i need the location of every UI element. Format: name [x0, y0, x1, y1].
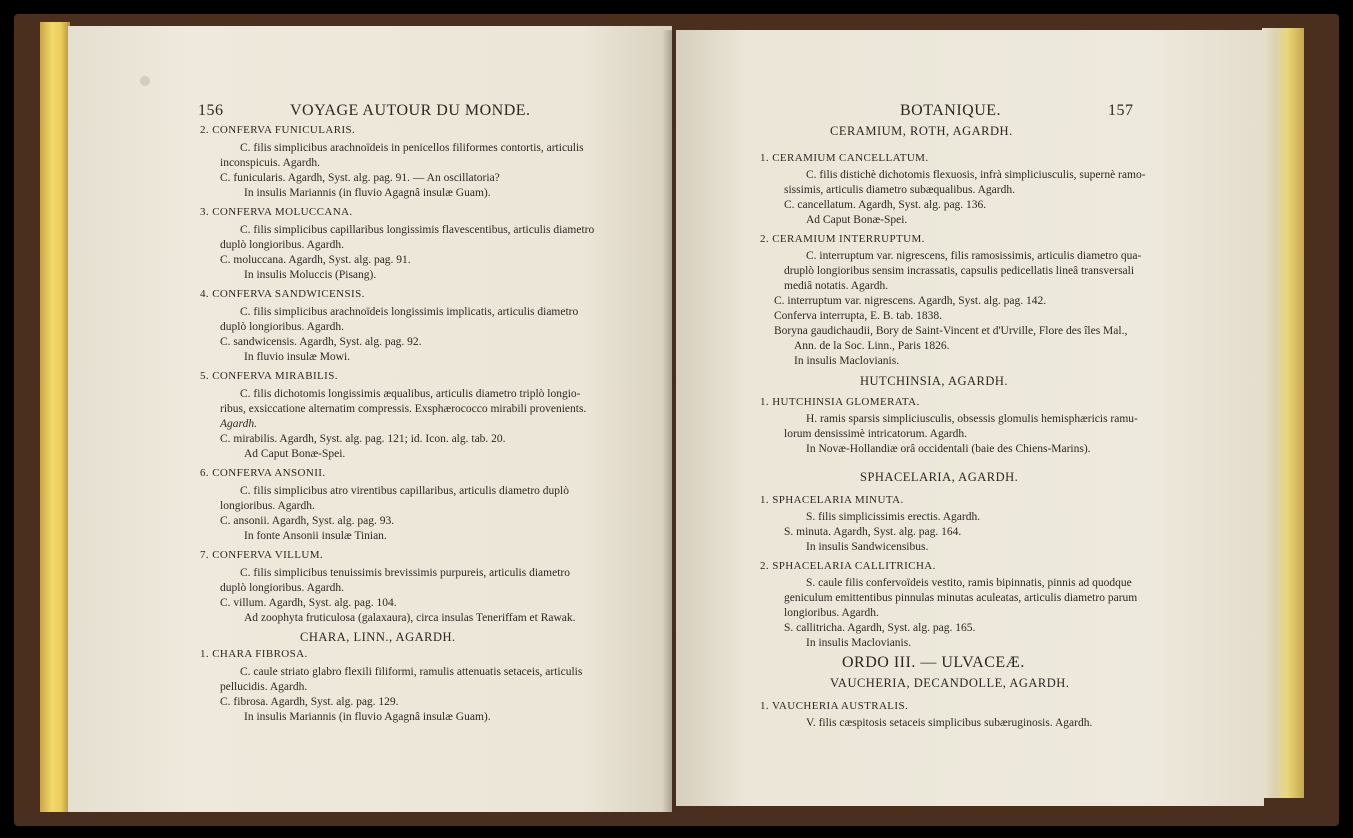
text-line: Boryna gaudichaudii, Bory de Saint-Vincent et d'Urville, Flore des îles Mal.,: [774, 325, 1128, 337]
text-line: In insulis Mariannis (in fluvio Agagnâ insulæ Guam).: [244, 187, 491, 199]
genus-heading: VAUCHERIA, DECANDOLLE, AGARDH.: [830, 676, 1070, 690]
text-line: C. cancellatum. Agardh, Syst. alg. pag. 136.: [784, 199, 987, 211]
text-line: duplò longioribus. Agardh.: [220, 582, 344, 594]
species-heading: 3. CONFERVA MOLUCCANA.: [200, 206, 353, 218]
text-line: druplò longioribus sensim incrassatis, capsulis pedicellatis lineâ transversali: [784, 265, 1135, 277]
order-heading: ORDO III. — ULVACEÆ.: [842, 654, 1025, 671]
text-line: C. filis simplicibus atro virentibus capillaribus, articulis diametro duplò: [240, 485, 569, 497]
species-heading: 2. SPHACELARIA CALLITRICHA.: [760, 560, 936, 572]
text-line: Ad Caput Bonæ-Spei.: [244, 448, 346, 460]
page-edges-left: [40, 22, 70, 812]
text-line: Ann. de la Soc. Linn., Paris 1826.: [794, 340, 950, 352]
text-line: geniculum emittentibus pinnulas minutas aculeatas, articulis diametro parum: [784, 592, 1138, 604]
text-line: In insulis Mariannis (in fluvio Agagnâ insulæ Guam).: [244, 711, 491, 723]
text-line: C. villum. Agardh, Syst. alg. pag. 104.: [220, 597, 397, 609]
species-heading: 1. CERAMIUM CANCELLATUM.: [760, 152, 929, 164]
genus-heading: HUTCHINSIA, AGARDH.: [860, 374, 1009, 388]
text-line: C. ansonii. Agardh, Syst. alg. pag. 93.: [220, 515, 395, 527]
text-line: C. interruptum var. nigrescens, filis ramosissimis, articulis diametro qua-: [806, 250, 1142, 262]
text-line: longioribus. Agardh.: [220, 500, 315, 512]
text-line: C. filis simplicibus tenuissimis brevissimis purpureis, articulis diametro: [240, 567, 570, 579]
text-line: In insulis Maclovianis.: [806, 637, 912, 649]
genus-heading: CHARA, LINN., AGARDH.: [300, 630, 456, 644]
text-line: C. filis simplicibus arachnoïdeis in penicellos filiformes contortis, articulis: [240, 142, 584, 154]
text-line: longioribus. Agardh.: [784, 607, 879, 619]
genus-heading: CERAMIUM, ROTH, AGARDH.: [830, 124, 1013, 138]
text-line: In fonte Ansonii insulæ Tinian.: [244, 530, 387, 542]
species-heading: 1. VAUCHERIA AUSTRALIS.: [760, 700, 909, 712]
left-page: [68, 26, 672, 812]
text-line: In insulis Sandwicensibus.: [806, 541, 929, 553]
text-line: Ad Caput Bonæ-Spei.: [806, 214, 908, 226]
text-line: C. filis simplicibus capillaribus longissimis flavescentibus, articulis diametro: [240, 224, 595, 236]
text-line: H. ramis sparsis simpliciusculis, obsessis glomulis hemisphæricis ramu-: [806, 413, 1138, 425]
text-line: C. caule striato glabro flexili filiformi, ramulis attenuatis setaceis, articulis: [240, 666, 583, 678]
text-line: Agardh.: [220, 418, 257, 430]
species-heading: 1. CHARA FIBROSA.: [200, 648, 308, 660]
text-line: inconspicuis. Agardh.: [220, 157, 320, 169]
text-line: duplò longioribus. Agardh.: [220, 321, 344, 333]
species-heading: 6. CONFERVA ANSONII.: [200, 467, 326, 479]
text-line: C. fibrosa. Agardh, Syst. alg. pag. 129.: [220, 696, 399, 708]
text-line: Conferva interrupta, E. B. tab. 1838.: [774, 310, 942, 322]
species-heading: 7. CONFERVA VILLUM.: [200, 549, 324, 561]
text-line: S. minuta. Agardh, Syst. alg. pag. 164.: [784, 526, 962, 538]
species-heading: 5. CONFERVA MIRABILIS.: [200, 370, 338, 382]
text-line: S. callitricha. Agardh, Syst. alg. pag. 165.: [784, 622, 976, 634]
ink-spot: [140, 76, 150, 86]
text-line: C. interruptum var. nigrescens. Agardh, Syst. alg. pag. 142.: [774, 295, 1047, 307]
text-line: V. filis cæspitosis setaceis simplicibus subæruginosis. Agardh.: [806, 717, 1093, 729]
text-line: C. filis distichè dichotomis flexuosis, infrà simpliciusculis, supernè ramo-: [806, 169, 1146, 181]
text-line: C. filis dichotomis longissimis æqualibus, articulis diametro triplò longio-: [240, 388, 581, 400]
text-line: lorum densissimè intricatorum. Agardh.: [784, 428, 968, 440]
text-line: In insulis Maclovianis.: [794, 355, 900, 367]
genus-heading: SPHACELARIA, AGARDH.: [860, 470, 1019, 484]
text-line: S. caule filis confervoïdeis vestito, ramis bipinnatis, pinnis ad quodque: [806, 577, 1132, 589]
text-line: pellucidis. Agardh.: [220, 681, 308, 693]
text-line: mediâ notatis. Agardh.: [784, 280, 889, 292]
species-heading: 2. CONFERVA FUNICULARIS.: [200, 124, 356, 136]
text-line: duplò longioribus. Agardh.: [220, 239, 344, 251]
text-line: Ad zoophyta fruticulosa (galaxaura), circa insulas Teneriffam et Rawak.: [244, 612, 576, 624]
text-line: C. mirabilis. Agardh, Syst. alg. pag. 121; id. Icon. alg. tab. 20.: [220, 433, 506, 445]
text-line: In fluvio insulæ Mowi.: [244, 351, 351, 363]
text-line: In Novæ-Hollandiæ orâ occidentali (baie des Chiens-Marins).: [806, 443, 1091, 455]
page-edges-right: [1262, 28, 1304, 798]
species-heading: 1. HUTCHINSIA GLOMERATA.: [760, 396, 920, 408]
text-line: C. moluccana. Agardh, Syst. alg. pag. 91.: [220, 254, 411, 266]
species-heading: 1. SPHACELARIA MINUTA.: [760, 494, 904, 506]
text-line: ribus, exsiccatione alternatim compressis. Exsphærococco mirabili provenients.: [220, 403, 587, 415]
running-head: VOYAGE AUTOUR DU MONDE.: [290, 102, 531, 119]
page-number: 156: [198, 102, 224, 119]
right-page: [676, 30, 1264, 806]
text-line: S. filis simplicissimis erectis. Agardh.: [806, 511, 981, 523]
species-heading: 2. CERAMIUM INTERRUPTUM.: [760, 233, 925, 245]
text-line: C. filis simplicibus arachnoïdeis longissimis implicatis, articulis diametro: [240, 306, 579, 318]
running-head: BOTANIQUE.: [900, 102, 1002, 119]
species-heading: 4. CONFERVA SANDWICENSIS.: [200, 288, 365, 300]
text-line: sissimis, articulis diametro subæqualibus. Agardh.: [784, 184, 1015, 196]
text-line: C. funicularis. Agardh, Syst. alg. pag. 91. — An oscillatoria?: [220, 172, 500, 184]
page-number: 157: [1108, 102, 1134, 119]
text-line: In insulis Moluccis (Pisang).: [244, 269, 377, 281]
text-line: C. sandwicensis. Agardh, Syst. alg. pag. 92.: [220, 336, 422, 348]
